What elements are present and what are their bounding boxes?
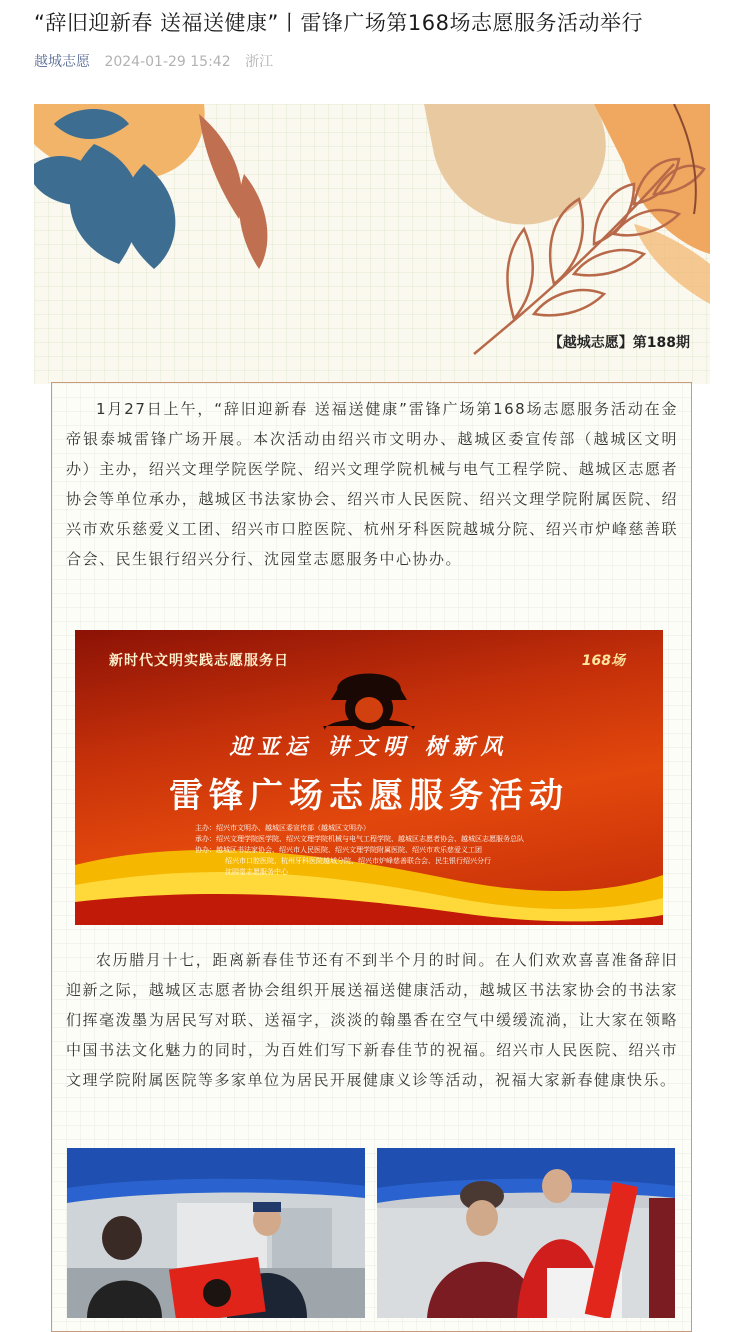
account-name-link[interactable]: 越城志愿 — [34, 54, 90, 70]
publish-location: 浙江 — [245, 54, 274, 70]
header-banner-image — [34, 104, 710, 384]
poster-main-title: 雷锋广场志愿服务活动 — [169, 776, 569, 816]
activity-poster-image — [75, 630, 663, 925]
poster-organizer-line: 主办：绍兴市文明办、越城区委宣传部（越城区文明办） — [195, 824, 370, 832]
poster-organizer-line: 沈园堂志愿服务中心 — [225, 868, 288, 876]
poster-slogan: 迎亚运 讲文明 树新风 — [229, 735, 509, 760]
publish-datetime: 2024-01-29 15:42 — [104, 54, 231, 70]
poster-organizer-line: 绍兴市口腔医院、杭州牙科医院越城分院、绍兴市炉峰慈善联合会、民生银行绍兴分行 — [225, 857, 491, 865]
couplet-volunteers-photo — [377, 1148, 675, 1318]
poster-organizer-line: 协办：越城区书法家协会、绍兴市人民医院、绍兴文理学院附属医院、绍兴市欢乐慈爱义工团 — [195, 846, 482, 854]
lei-feng-portrait-icon — [323, 674, 415, 731]
poster-organizer-line: 承办：绍兴文理学院医学院、绍兴文理学院机械与电气工程学院、越城区志愿者协会、越城区志愿服务总队 — [195, 835, 524, 843]
article-title: “辞旧迎新春 送福送健康”丨雷锋广场第168场志愿服务活动举行 — [34, 11, 644, 35]
calligraphy-fu-photo — [67, 1148, 365, 1318]
poster-number-label: 168场 — [581, 653, 625, 669]
article-meta — [34, 52, 273, 72]
paragraph-intro: 1月27日上午，“辞旧迎新春 送福送健康”雷锋广场第168场志愿服务活动在金帝银泰城雷锋广场开展。本次活动由绍兴市文明办、越城区委宣传部（越城区文明办）主办，绍兴文理学院医学院、绍兴文理学院机械与电气工程学院、越城区志愿者协会等单位承办，越城区书法家协会、绍兴市人民医院、绍兴文理学院附属医院、绍兴市欢乐慈爱义工团、绍兴市口腔医院、杭州牙科医院越城分院、绍兴市炉峰慈善联合会、民生银行绍兴分行、沈园堂志愿服务中心协办。 — [66, 400, 678, 568]
paragraph-activity: 农历腊月十七，距离新春佳节还有不到半个月的时间。在人们欢欢喜喜准备辞旧迎新之际，越城区志愿者协会组织开展送福送健康活动，越城区书法家协会的书法家们挥毫泼墨为居民写对联、送福字，淡淡的翰墨香在空气中缓缓流淌，让大家在领略中国书法文化魅力的同时，为百姓们写下新春佳节的祝福。绍兴市人民医院、绍兴市文理学院附属医院等多家单位为居民开展健康义诊等活动，祝福大家新春健康快乐。 — [66, 951, 678, 1089]
issue-label: 【越城志愿】第188期 — [548, 335, 690, 351]
poster-top-label: 新时代文明实践志愿服务日 — [109, 653, 289, 669]
